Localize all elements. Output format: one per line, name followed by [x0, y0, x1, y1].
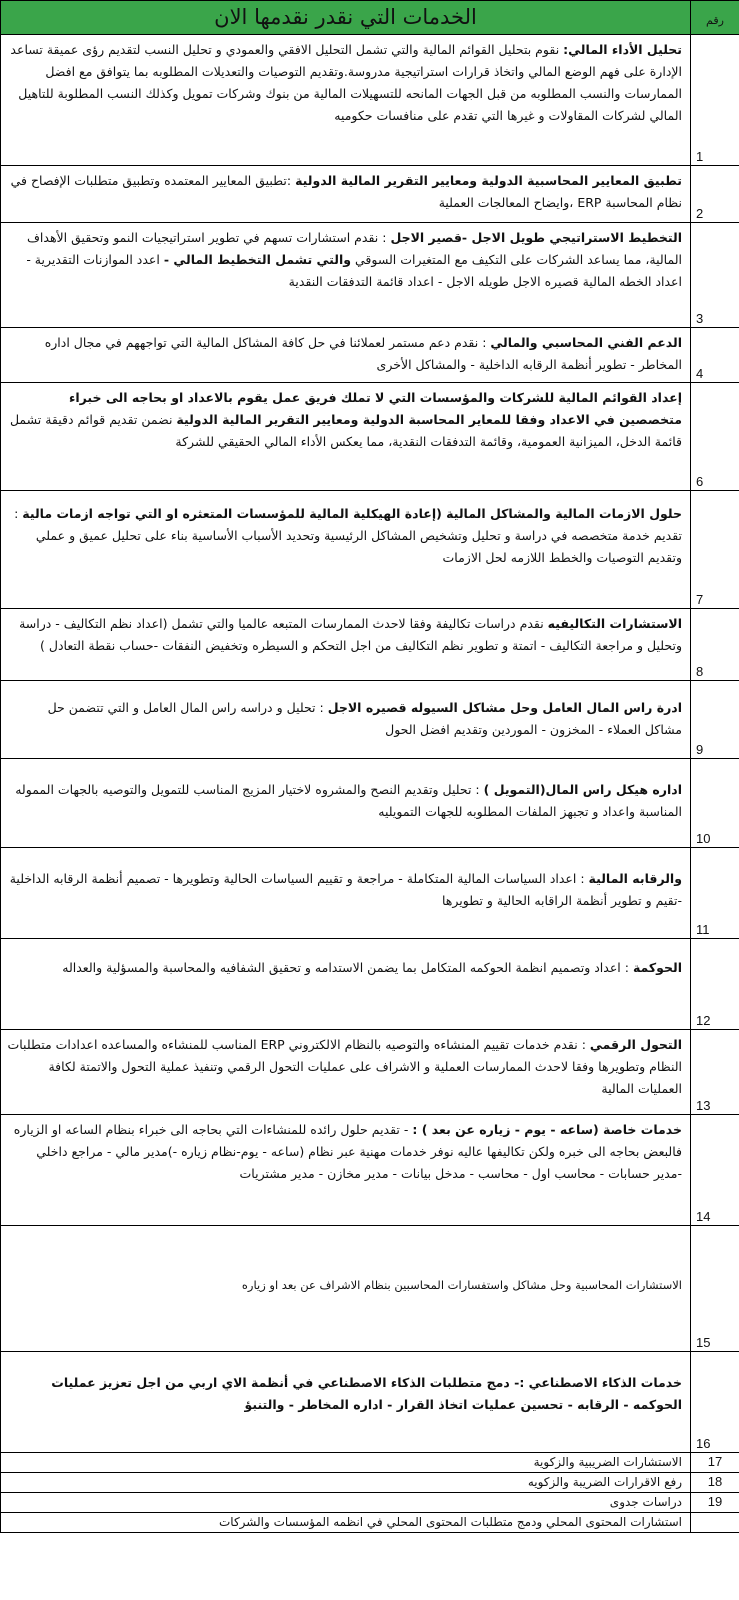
service-cell	[1, 1493, 691, 1513]
service-description: : تحليل و دراسه راس المال العامل و التي تتضمن حل مشاكل العملاء - المخزون - الموردين وتقديم افضل الحول	[47, 700, 682, 737]
service-cell	[1, 223, 691, 328]
service-title: تطبيق المعايير المحاسبية الدولية ومعايير التقرير المالية الدولية	[295, 173, 682, 188]
number-cell	[691, 223, 739, 328]
table-row	[1, 609, 739, 681]
service-description: : نقدم دعم مستمر لعملائنا في حل كافة المشاكل المالية التي تواجههم في مجال اداره المخاطر - تطوير أنظمة الرقابه الداخلية - والمشاكل الأخرى	[44, 335, 682, 372]
number-cell	[691, 1473, 739, 1493]
service-title: خدمات خاصة (ساعه - يوم - زياره عن بعد ) :	[412, 1122, 682, 1137]
row-number: 18	[707, 1474, 723, 1489]
header-title-cell	[1, 1, 691, 35]
service-title: التحول الرقمي	[589, 1037, 682, 1052]
number-cell	[691, 759, 739, 848]
service-title: حلول الازمات المالية والمشاكل المالية (إعادة الهيكلية المالية للمؤسسات المتعثره او التي تواجه ازمات مالية	[22, 506, 682, 521]
number-cell	[691, 939, 739, 1030]
service-cell	[1, 328, 691, 383]
table-row	[1, 383, 739, 491]
service-title: الاستشارات التكاليفيه	[547, 616, 682, 631]
table-row	[1, 1513, 739, 1533]
header-number-cell	[691, 1, 739, 35]
row-number: 6	[696, 474, 704, 489]
number-cell	[691, 1115, 739, 1226]
number-cell	[691, 609, 739, 681]
table-row	[1, 1352, 739, 1453]
table-row	[1, 1115, 739, 1226]
service-description: دراسات جدوى	[609, 1495, 682, 1509]
row-number: 3	[696, 311, 704, 326]
number-cell	[691, 1226, 739, 1352]
row-number: 11	[696, 922, 710, 937]
service-cell	[1, 848, 691, 939]
service-title: والرقابه المالية	[588, 871, 682, 886]
service-cell	[1, 1473, 691, 1493]
table-header-row	[1, 1, 739, 35]
number-cell	[691, 1453, 739, 1473]
table-row	[1, 681, 739, 759]
service-description: : نقدم خدمات تقييم المنشاءه والتوصيه بالنظام الالكتروني ERP المناسب للمنشاءه والمساعده اعدادات متطلبات النظام وتطويرها وفقا لاحدث الممارسات العملية و الاشراف على عمليات التحول الرقمي وتنفيذ عملية التحول والاتمتة لكافة العمليات المالية	[7, 1037, 682, 1096]
number-cell	[691, 1030, 739, 1115]
table-row	[1, 939, 739, 1030]
table-row	[1, 166, 739, 223]
table-row	[1, 1493, 739, 1513]
table-row	[1, 491, 739, 609]
number-column-header: رقم	[706, 14, 724, 27]
number-cell	[691, 681, 739, 759]
number-cell	[691, 1513, 739, 1533]
row-number: 19	[707, 1494, 723, 1509]
service-description: نقوم بتحليل القوائم المالية والتي تشمل التحليل الافقي والعمودي و تحليل النسب لتقديم رؤى عميقة تساعد الإدارة على فهم الوضع المالي واتخاذ قرارات استراتيجية مدروسة.وتقديم التوصيات والتعديلات المطلوبه بما يتوافق مع افضل الممارسات والنسب المطلوبه من قبل الجهات المانحه للتسهيلات المالية من بنوك وشركات تمويل وكذلك النسب المطلوبة للتاهيل المالي لشركات المقاولات و غيرها التي تقدم على منافسات حكوميه	[10, 42, 682, 123]
service-cell	[1, 1030, 691, 1115]
service-title: الحوكمة	[632, 960, 682, 975]
service-description: الاستشارات الضريبية والزكوية	[533, 1455, 682, 1469]
service-description: استشارات المحتوى المحلي ودمج متطلبات المحتوى المحلي في انظمه المؤسسات والشركات	[218, 1515, 682, 1529]
row-number: 4	[696, 366, 704, 381]
service-description: رفع الاقرارات الضريبة والزكويه	[527, 1475, 682, 1489]
page-title: الخدمات التي نقدر نقدمها الان	[214, 5, 477, 29]
table-row	[1, 1453, 739, 1473]
row-number: 1	[696, 149, 704, 164]
service-cell	[1, 166, 691, 223]
service-description-2: اعدد الموازنات التقديرية - اعداد الخطه المالية قصيره الاجل طويله الاجل - اعداد قائمة التدفقات النقدية	[26, 252, 682, 289]
table-row	[1, 759, 739, 848]
table-row	[1, 223, 739, 328]
service-cell	[1, 1115, 691, 1226]
table-row	[1, 1226, 739, 1352]
number-cell	[691, 383, 739, 491]
number-cell	[691, 491, 739, 609]
service-cell	[1, 759, 691, 848]
row-number: 8	[696, 664, 704, 679]
service-cell	[1, 383, 691, 491]
service-description: نقدم دراسات تكاليفة وفقا لاحدث الممارسات المتبعه عالميا والتي تشمل (اعداد نظم التكاليف - دراسة وتحليل و مراجعة التكاليف - اتمتة و تطوير نظم التكاليف من اجل التحكم و السيطره وتخفيض النفقات -حساب نقطة التعادل )	[19, 616, 682, 653]
service-cell	[1, 1226, 691, 1352]
service-description: - تقديم حلول رائده للمنشاءات التي بحاجه الى خبراء بنظام الساعه او الزياره فالبعض بحاجه الى خبره ولكن تكاليفها عاليه نوفر خدمات مهنية عبر نظام (ساعه - يوم-نظام زياره -)مدير مالي - مراجع داخلي -مدير حسابات - محاسب اول - محاسب - مدخل بيانات - مدير مخازن - مدير مشتريات	[13, 1122, 682, 1181]
service-cell	[1, 1453, 691, 1473]
row-number: 16	[696, 1436, 711, 1451]
service-description: :تطبيق المعايير المعتمده وتطبيق متطلبات الإفصاح في نظام المحاسبة ERP ،وايضاح المعالجات العملية	[10, 173, 682, 210]
service-description: نضمن تقديم قوائم دقيقة تشمل قائمة الدخل، الميزانية العمومية، وقائمة التدفقات النقدية، مما يعكس الأداء المالي الحقيقي للشركة	[9, 412, 682, 449]
service-description: : نقدم استشارات تسهم في تطوير استراتيجيات النمو وتحقيق الأهداف المالية، مما يساعد الشركات على التكيف مع المتغيرات السوقي	[26, 230, 682, 267]
service-description: الاستشارات المحاسبية وحل مشاكل واستفسارات المحاسبين بنظام الاشراف عن بعد او زياره	[241, 1278, 682, 1292]
number-cell	[691, 35, 739, 166]
service-title: التخطيط الاستراتيجي طويل الاجل -قصير الاجل	[390, 230, 682, 245]
row-number: 2	[696, 206, 704, 221]
number-cell	[691, 1352, 739, 1453]
service-cell	[1, 1513, 691, 1533]
service-title: خدمات الذكاء الاصطناعي :- دمج متطلبات الذكاء الاصطناعي في أنظمة الاي اربي من اجل تعزيز عمليات الحوكمه - الرقابه - تحسين عمليات اتخاذ القرار - اداره المخاطر - والتنبؤ	[51, 1375, 682, 1412]
row-number: 14	[696, 1209, 711, 1224]
row-number: 17	[707, 1454, 723, 1469]
row-number: 9	[696, 742, 704, 757]
number-cell	[691, 1493, 739, 1513]
table-row	[1, 1473, 739, 1493]
service-title: ادرة راس المال العامل وحل مشاكل السيوله قصيره الاجل	[327, 700, 682, 715]
table-row	[1, 35, 739, 166]
service-description: : تحليل وتقديم النصح والمشروه لاختيار المزيج المناسب للتمويل والتوصيه بالجهات المموله المناسبة واعداد و تجبهز الملفات المطلوبه للجهات التمويليه	[15, 782, 682, 819]
number-cell	[691, 328, 739, 383]
number-cell	[691, 166, 739, 223]
table-row	[1, 848, 739, 939]
service-cell	[1, 35, 691, 166]
service-title: إعداد القوائم المالية للشركات والمؤسسات التي لا تملك فريق عمل يقوم بالاعداد او بحاجه الى خبراء متخصصين في الاعداد وفقا للمعاير المحاسبة الدولية ومعايير التقرير المالية الدولية	[68, 390, 682, 427]
service-cell	[1, 681, 691, 759]
service-cell	[1, 609, 691, 681]
service-cell	[1, 939, 691, 1030]
service-description: : اعداد وتصميم انظمة الحوكمه المتكامل بما يضمن الاستدامه و تحقيق الشفافيه والمحاسبة والمسؤلية والعداله	[62, 960, 633, 975]
service-cell	[1, 1352, 691, 1453]
row-number: 15	[696, 1335, 711, 1350]
table-row	[1, 328, 739, 383]
row-number: 13	[696, 1098, 711, 1113]
service-title: اداره هيكل راس المال(التمويل )	[483, 782, 682, 797]
service-title: تحليل الأداء المالي:	[563, 42, 682, 57]
row-number: 7	[696, 592, 704, 607]
service-subtitle: والتي تشمل التخطيط المالي -	[163, 252, 352, 267]
table-row	[1, 1030, 739, 1115]
service-description: : تقديم خدمة متخصصه في دراسة و تحليل وتشخيص المشاكل الرئيسية وتحديد الأسباب الأساسية بناء على تحليل عميق و عملي وتقديم التوصيات والخطط اللازمه لحل الازمات	[14, 506, 682, 565]
service-cell	[1, 491, 691, 609]
number-cell	[691, 848, 739, 939]
service-title: الدعم الفني المحاسبي والمالي	[490, 335, 682, 350]
row-number: 10	[696, 831, 711, 846]
service-description: : اعداد السياسات المالية المتكاملة - مراجعة و تقييم السياسات الحالية وتطويرها - تصميم أنظمة الرقابه الداخلية -تقيم و تطوير أنظمة الراقابه الحالية و تطويرها	[9, 871, 682, 908]
row-number: 12	[696, 1013, 711, 1028]
